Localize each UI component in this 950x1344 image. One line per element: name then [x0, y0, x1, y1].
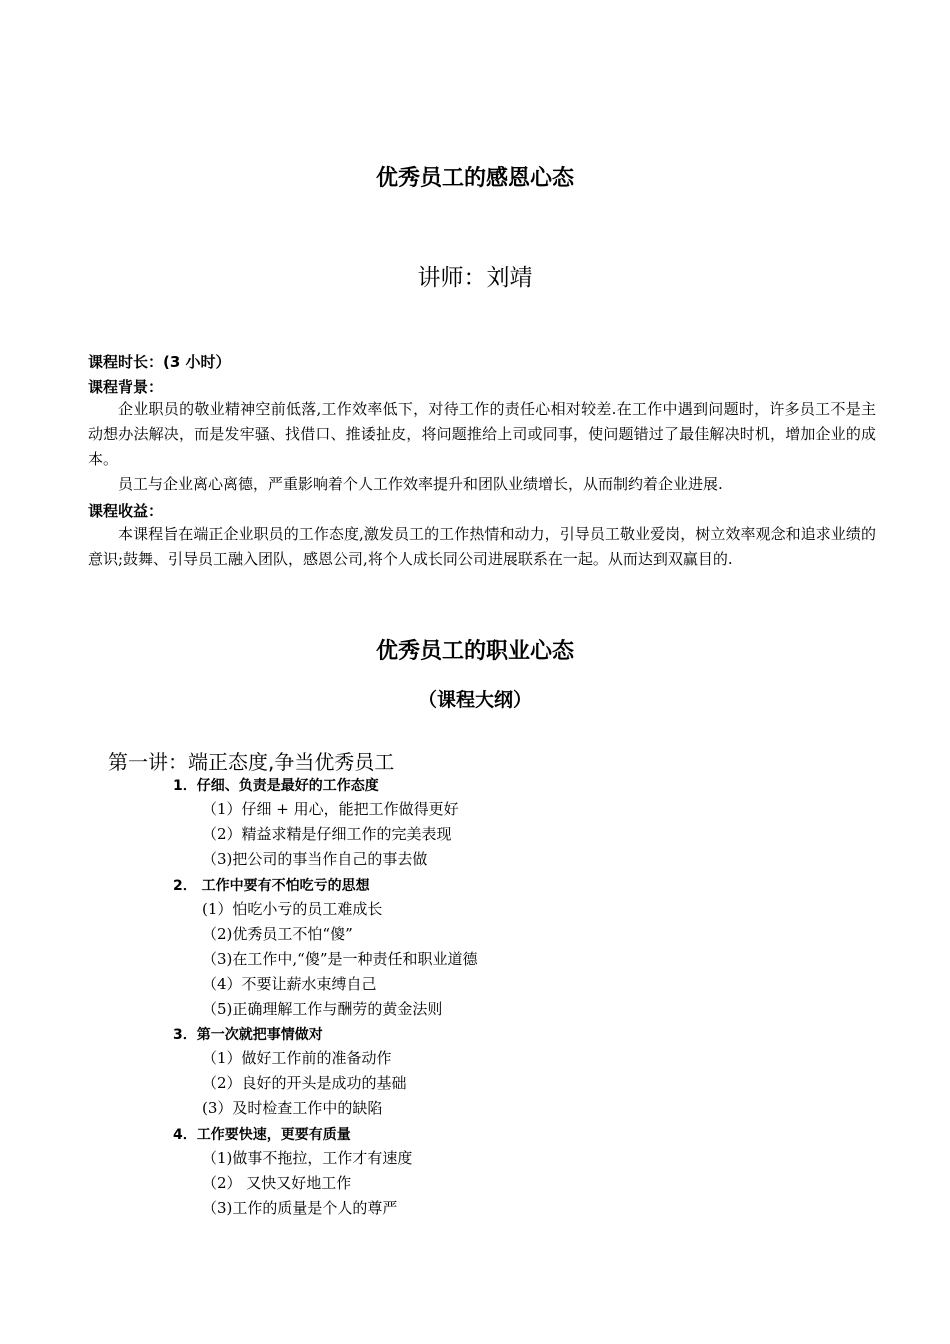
lecture-heading: 第一讲：端正态度,争当优秀员工 — [108, 750, 395, 774]
section-heading: 3．第一次就把事情做对 — [173, 1027, 323, 1043]
benefit-paragraph: 本课程旨在端正企业职员的工作态度,激发员工的工作热情和动力，引导员工敬业爱岗，树立效率观念和追求业绩的意识;鼓舞、引导员工融入团队，感恩公司,将个人成长同公司进展联系在一起。从而达到双赢目的. — [88, 525, 876, 568]
course-duration: 课程时长：(3 小时） — [88, 353, 231, 371]
section-heading: 1．仔细、负责是最好的工作态度 — [173, 778, 379, 794]
section-item: （3)工作的质量是个人的尊严 — [202, 1199, 398, 1217]
section-item: （5)正确理解工作与酬劳的黄金法则 — [202, 1000, 443, 1018]
background-paragraph-1: 企业职员的敬业精神空前低落,工作效率低下，对待工作的责任心相对较差.在工作中遇到问题时，许多员工不是主动想办法解决，而是发牢骚、找借口、推诿扯皮，将问题推给上司或同事，使问题错过了最佳解决时机，增加企业的成本。 — [88, 400, 876, 468]
section-item: （2） 又快又好地工作 — [202, 1174, 352, 1192]
section-item: （2）良好的开头是成功的基础 — [202, 1074, 407, 1092]
background-paragraph-2: 员工与企业离心离德，严重影响着个人工作效率提升和团队业绩增长，从而制约着企业进展. — [118, 475, 723, 493]
section-item: （1)做事不拖拉，工作才有速度 — [202, 1149, 413, 1167]
section-item: （1）做好工作前的准备动作 — [202, 1049, 392, 1067]
background-label: 课程背景： — [88, 378, 164, 396]
benefit-label: 课程收益： — [88, 502, 164, 520]
course-title: 优秀员工的感恩心态 — [375, 166, 574, 191]
section-heading: 4．工作要快速，更要有质量 — [173, 1127, 351, 1143]
section-item: （3)把公司的事当作自己的事去做 — [202, 850, 428, 868]
section-item: （2)优秀员工不怕“傻” — [202, 925, 353, 943]
section-item: （2）精益求精是仔细工作的完美表现 — [202, 825, 452, 843]
section-item: （3)在工作中,“傻”是一种责任和职业道德 — [202, 950, 478, 968]
section-item: （4）不要让薪水束缚自己 — [202, 975, 377, 993]
outline-subtitle: （课程大纲） — [417, 689, 532, 711]
section-item: （1）仔细 + 用心，能把工作做得更好 — [202, 800, 459, 818]
outline-title: 优秀员工的职业心态 — [375, 639, 574, 664]
section-heading: 2． 工作中要有不怕吃亏的思想 — [173, 878, 370, 894]
section-item: (3）及时检查工作中的缺陷 — [202, 1099, 383, 1117]
section-item: (1）怕吃小亏的员工难成长 — [202, 900, 383, 918]
lecturer-name: 讲师：刘靖 — [417, 265, 533, 291]
